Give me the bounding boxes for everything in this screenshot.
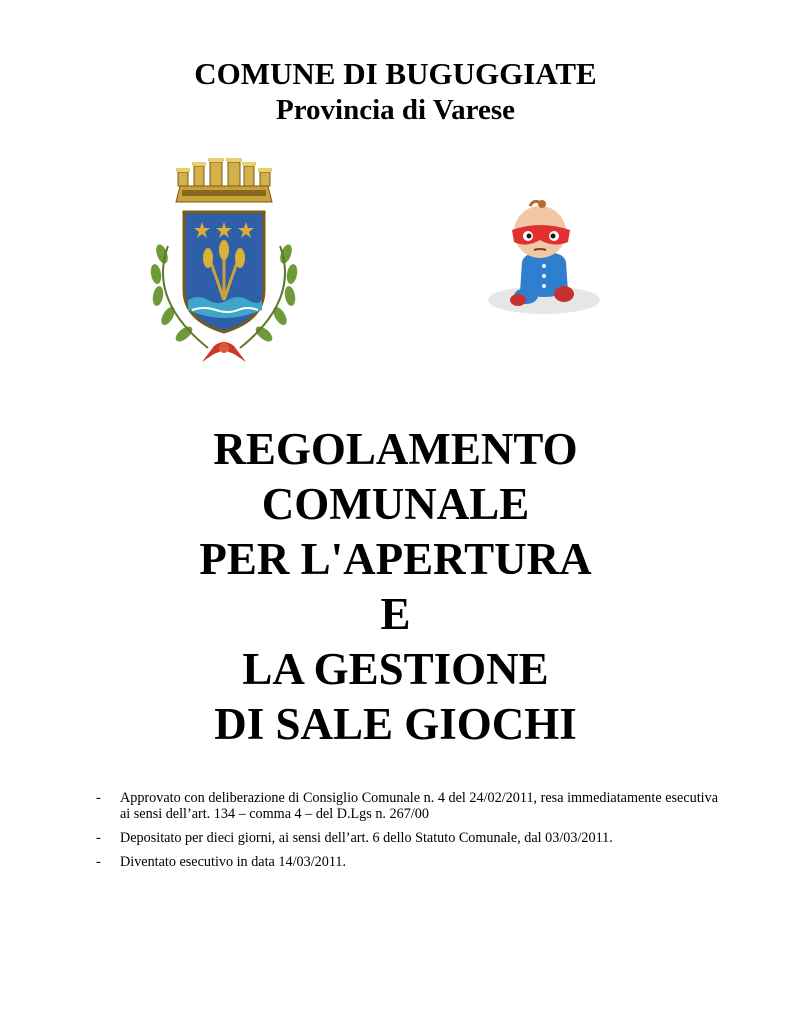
document-title: [0, 422, 791, 752]
bullet-dash: -: [96, 790, 101, 806]
bullet-dash: -: [96, 854, 101, 870]
note-text: Approvato con deliberazione di Consiglio Comunale n. 4 del 24/02/2011, resa immediatamente esecutiva ai sensi dell’art. 134 – comma 4 – del D.Lgs n. 267/00: [120, 790, 718, 822]
title-line: LA GESTIONE: [242, 644, 549, 694]
approval-note: [96, 790, 718, 822]
executive-note: [96, 854, 718, 870]
baby-mascot-icon: [484, 196, 602, 318]
province-name: Provincia di Varese: [276, 94, 515, 126]
municipality-name: COMUNE DI BUGUGGIATE: [194, 56, 597, 91]
bullet-dash: -: [96, 830, 101, 846]
title-line: COMUNALE: [261, 479, 530, 529]
coat-of-arms-icon: [138, 150, 310, 368]
title-line: PER L'APERTURA: [199, 534, 592, 584]
approval-notes-list: [96, 790, 718, 878]
title-line: REGOLAMENTO: [213, 424, 578, 474]
deposit-note: [96, 830, 718, 846]
note-text: Depositato per dieci giorni, ai sensi dell’art. 6 dello Statuto Comunale, dal 03/03/2011.: [120, 830, 613, 846]
title-line: E: [380, 589, 411, 639]
document-header: [0, 56, 791, 128]
note-text: Diventato esecutivo in data 14/03/2011.: [120, 854, 347, 870]
title-line: DI SALE GIOCHI: [214, 699, 577, 749]
